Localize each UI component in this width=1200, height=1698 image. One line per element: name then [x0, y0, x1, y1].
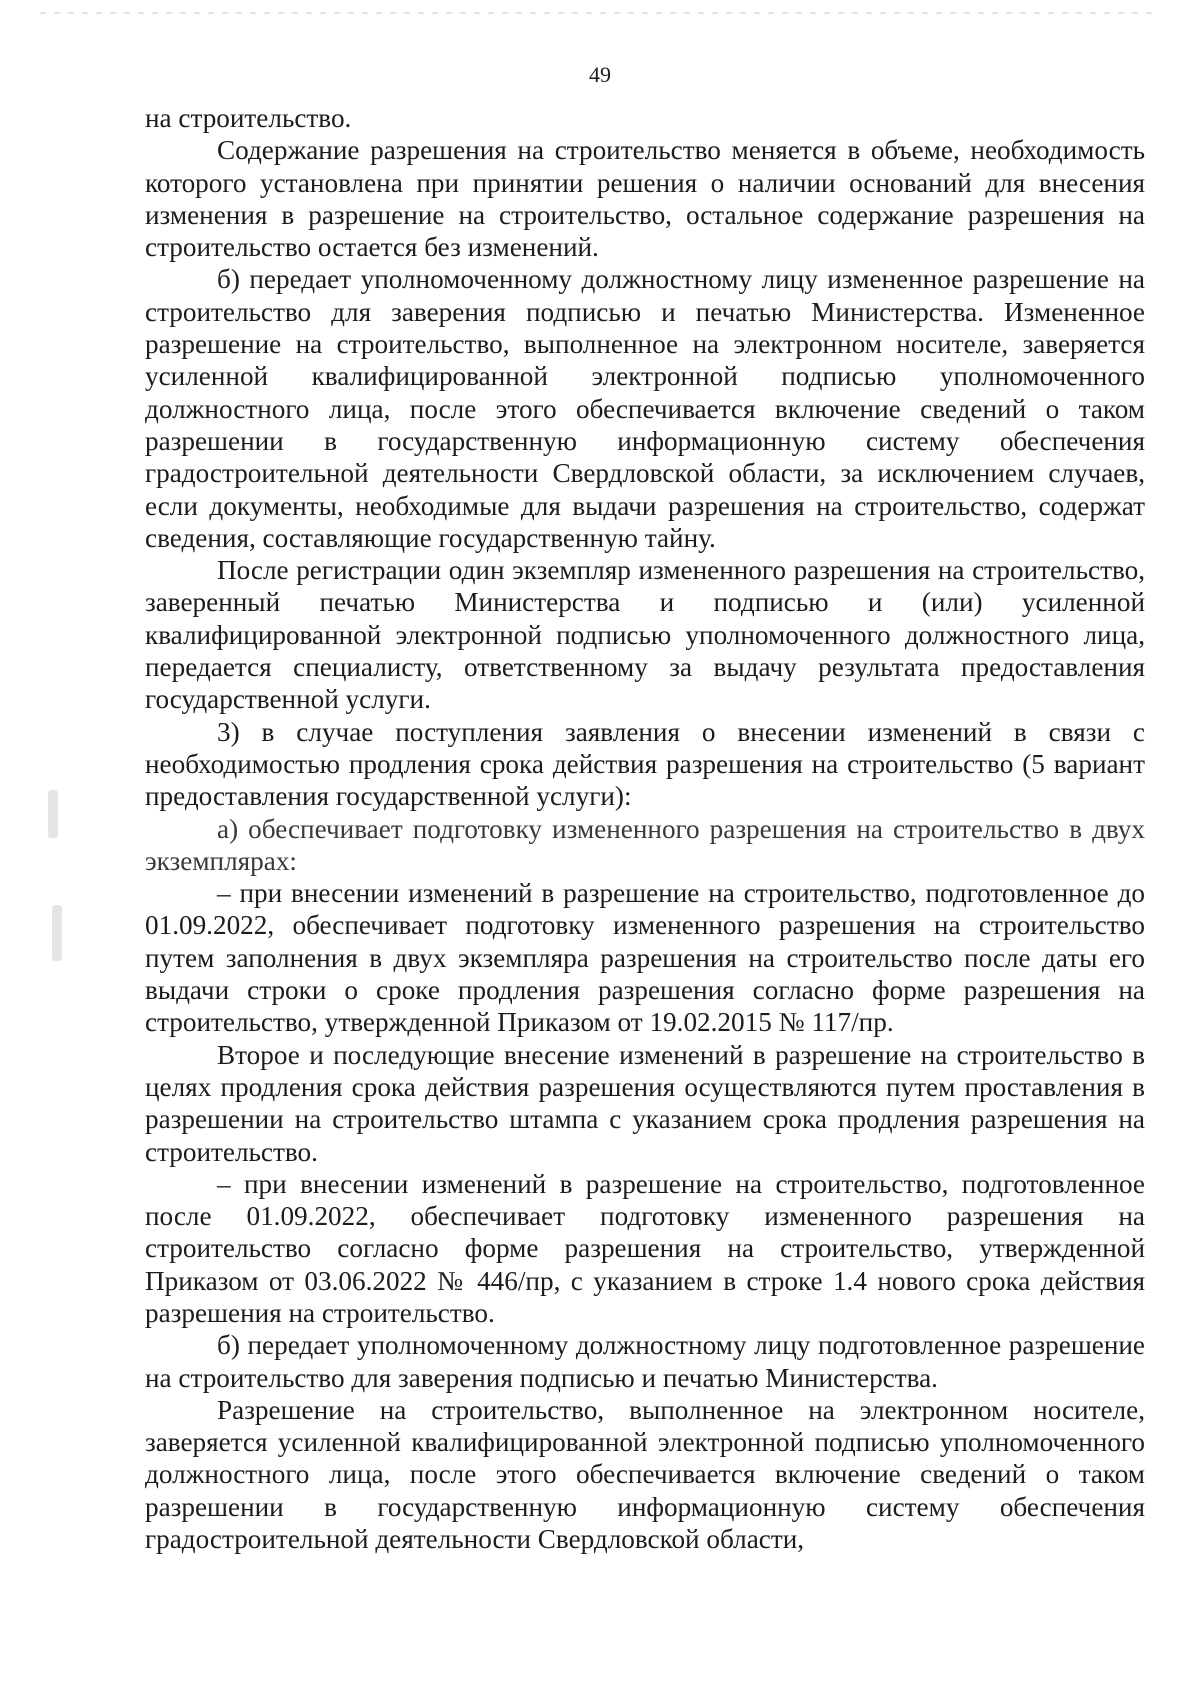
paragraph: на строительство. — [145, 103, 352, 133]
paragraph: 3) в случае поступления заявления о внесении изменений в связи с необходимостью продления срока действия разрешения на строительство (5 вариант предоставления государственной услуги): — [145, 716, 1145, 812]
paragraph: – при внесении изменений в разрешение на строительство, подготовленное до 01.09.2022, обеспечивает подготовку измененного разрешения на строительство путем заполнения в двух экземпляра разрешения на строительство после даты его выдачи строки о сроке продления разрешения согласно форме разрешения на строительство, утвержденной Приказом от 19.02.2015 № 117/пр. — [145, 878, 1145, 1038]
margin-smudge — [52, 905, 62, 961]
paragraph: Второе и последующие внесение изменений в разрешение на строительство в целях продления срока действия разрешения осуществляются путем проставления в разрешении на строительство штампа с указанием срока продления разрешения на строительство. — [145, 1039, 1145, 1167]
paragraph: б) передает уполномоченному должностному лицу подготовленное разрешение на строительство для заверения подписью и печатью Министерства. — [145, 1330, 1145, 1393]
paragraph: Содержание разрешения на строительство меняется в объеме, необходимость которого установлена при принятии решения о наличии оснований для внесения изменения в разрешение на строительство, остальное содержание разрешения на строительство остается без изменений. — [145, 135, 1145, 263]
margin-smudge — [48, 790, 58, 838]
page-number: 49 — [589, 62, 611, 87]
document-body — [145, 102, 1145, 1555]
paragraph: После регистрации один экземпляр измененного разрешения на строительство, заверенный печатью Министерства и подписью и (или) усиленной квалифицированной электронной подписью уполномоченного должностного лица, передается специалисту, ответственному за выдачу результата предоставления государственной услуги. — [145, 555, 1145, 715]
scan-artifact-top — [40, 12, 1160, 14]
paragraph: б) передает уполномоченному должностному лицу измененное разрешение на строительство для заверения подписью и печатью Министерства. Измененное разрешение на строительство, выполненное на электронном носителе, заверяется усиленной квалифицированной электронной подписью уполномоченного должностного лица, после этого обеспечивается включение сведений о таком разрешении в государственную информационную систему обеспечения градостроительной деятельности Свердловской области, за исключением случаев, если документы, необходимые для выдачи разрешения на строительство, содержат сведения, составляющие государственную тайну. — [145, 264, 1145, 553]
paragraph: – при внесении изменений в разрешение на строительство, подготовленное после 01.09.2022, обеспечивает подготовку измененного разрешения на строительство согласно форме разрешения на строительство, утвержденной Приказом от 03.06.2022 № 446/пр, с указанием в строке 1.4 нового срока действия разрешения на строительство. — [145, 1168, 1145, 1328]
paragraph: Разрешение на строительство, выполненное на электронном носителе, заверяется усиленной квалифицированной электронной подписью уполномоченного должностного лица, после этого обеспечивается включение сведений о таком разрешении в государственную информационную систему обеспечения градостроительной деятельности Свердловской области, — [145, 1394, 1145, 1555]
paragraph: а) обеспечивает подготовку измененного разрешения на строительство в двух экземплярах: — [145, 813, 1145, 876]
